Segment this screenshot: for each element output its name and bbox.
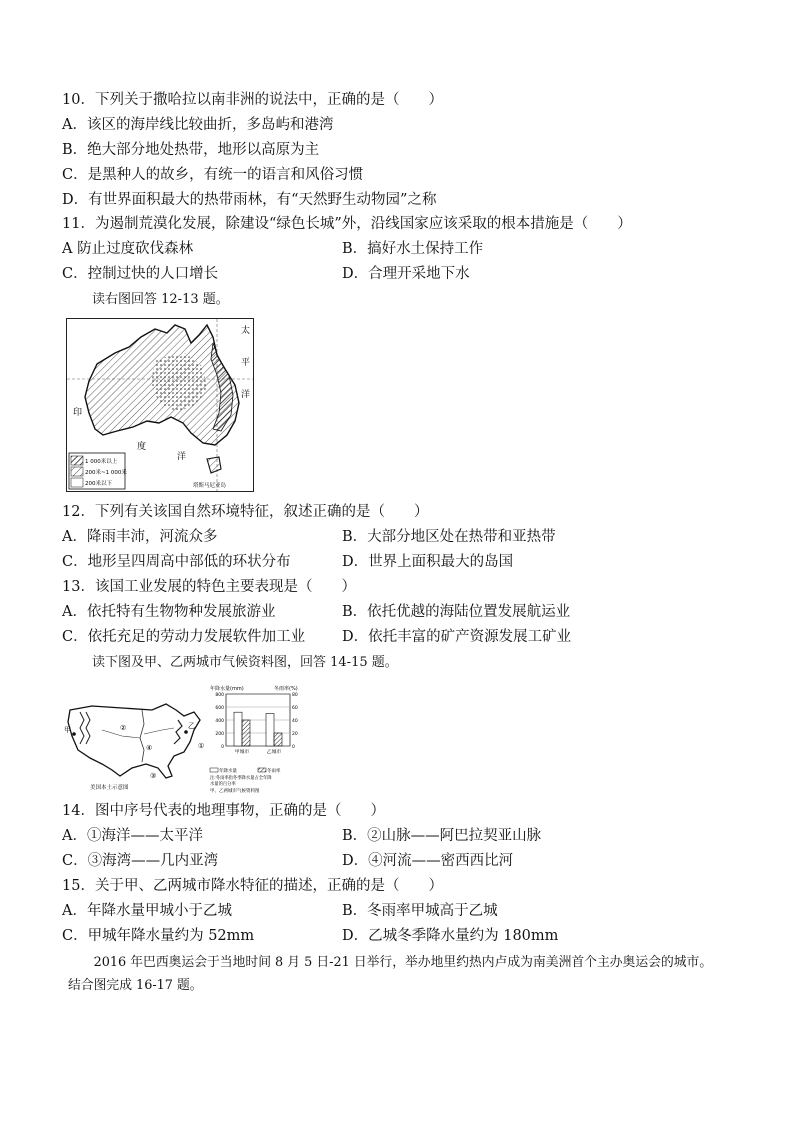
chart-left-tick: 800 bbox=[215, 692, 224, 698]
chart-right-tick: 20 bbox=[292, 731, 298, 737]
pacific-label-2: 平 bbox=[241, 358, 251, 368]
q13-option-c: C．依托充足的劳动力发展软件加工业 bbox=[62, 629, 306, 645]
mark-3: ③ bbox=[150, 772, 157, 780]
chart-right-tick: 40 bbox=[292, 718, 298, 724]
pacific-label-1: 太 bbox=[241, 326, 251, 336]
chart-right-tick: 60 bbox=[292, 705, 298, 711]
australia-map-drawing bbox=[67, 319, 253, 491]
mark-1: ① bbox=[198, 742, 205, 750]
q15-option-b: B．冬雨率甲城高于乙城 bbox=[342, 903, 498, 919]
q11-option-b: B．搞好水土保持工作 bbox=[342, 241, 484, 257]
legend-low: 200米以下 bbox=[85, 481, 112, 487]
chart-bar-winter-1 bbox=[274, 733, 282, 746]
instruction-16-17-para: 2016 年巴西奥运会于当地时间 8 月 5 日-21 日举行，举办地里约热内卢成为南美洲首个主办奥运会的城市。 bbox=[68, 955, 713, 970]
chart-left-tick: 0 bbox=[221, 744, 224, 750]
q10-option-d: D．有世界面积最大的热带雨林，有“天然野生动物园”之称 bbox=[62, 192, 437, 208]
chart-bar-winter-0 bbox=[242, 720, 250, 746]
q10-option-c: C．是黑种人的故乡，有统一的语言和风俗习惯 bbox=[62, 167, 364, 183]
q15-option-d: D．乙城冬季降水量约为 180mm bbox=[342, 928, 559, 944]
instruction-14-15: 读下图及甲、乙两城市气候资料图，回答 14-15 题。 bbox=[92, 655, 398, 670]
legend-annual: 年降水量 bbox=[219, 769, 237, 774]
q12-option-b: B．大部分地区处在热带和亚热带 bbox=[342, 529, 556, 545]
q13-option-a: A．依托特有生物物种发展旅游业 bbox=[62, 604, 276, 620]
q12-option-d: D．世界上面积最大的岛国 bbox=[342, 554, 514, 570]
chart-right-tick: 0 bbox=[292, 744, 295, 750]
chart-left-tick: 200 bbox=[215, 731, 224, 737]
q12-option-c: C．地形呈四周高中部低的环状分布 bbox=[62, 554, 291, 570]
q15-stem: 15．关于甲、乙两城市降水特征的描述，正确的是（ ） bbox=[62, 878, 443, 894]
chart-note-1: 注:冬雨率指冬季降水量占全年降 bbox=[210, 776, 272, 781]
q11-option-a: A 防止过度砍伐森林 bbox=[62, 241, 194, 257]
q14-option-d: D．④河流——密西西比河 bbox=[342, 853, 514, 869]
q13-stem: 13．该国工业发展的特色主要表现是（ ） bbox=[62, 579, 356, 595]
q11-stem: 11．为遏制荒漠化发展，除建设“绿色长城”外，沿线国家应该采取的根本措施是（ ） bbox=[62, 216, 632, 232]
q10-stem: 10．下列关于撒哈拉以南非洲的说法中，正确的是（ ） bbox=[62, 92, 443, 108]
instruction-12-13: 读右图回答 12-13 题。 bbox=[92, 292, 229, 307]
chart-note-2: 水量的百分率 bbox=[210, 782, 236, 787]
tasmania-label: 塔斯马尼亚岛 bbox=[193, 483, 227, 489]
q10-option-a: A．该区的海岸线比较曲折，多岛屿和港湾 bbox=[62, 117, 334, 133]
q12-stem: 12．下列有关该国自然环境特征，叙述正确的是（ ） bbox=[62, 504, 429, 520]
chart-ylabel-right: 冬雨率(%) bbox=[274, 686, 298, 692]
indian-label-1: 印 bbox=[73, 408, 83, 418]
mark-2: ② bbox=[120, 724, 127, 732]
chart-right-tick: 80 bbox=[292, 692, 298, 698]
australia-map bbox=[66, 318, 254, 492]
q13-option-d: D．依托丰富的矿产资源发展工矿业 bbox=[342, 629, 572, 645]
q14-stem: 14．图中序号代表的地理事物，正确的是（ ） bbox=[62, 803, 385, 819]
q15-option-a: A．年降水量甲城小于乙城 bbox=[62, 903, 232, 919]
q12-option-a: A．降雨丰沛，河流众多 bbox=[62, 529, 218, 545]
chart-left-tick: 600 bbox=[215, 705, 224, 711]
q10-option-b: B．绝大部分地处热带，地形以高原为主 bbox=[62, 142, 320, 158]
tasmania-island bbox=[207, 457, 221, 473]
legend-winter: 冬雨率 bbox=[267, 769, 281, 774]
indian-label-3: 洋 bbox=[177, 452, 187, 462]
chart-category-label: 乙城市 bbox=[266, 750, 282, 755]
q15-option-c: C．甲城年降水量约为 52mm bbox=[62, 928, 255, 944]
climate-chart-svg bbox=[208, 684, 308, 796]
chart-bar-annual-0 bbox=[234, 712, 242, 746]
usa-map-caption: 美国本土示意图 bbox=[90, 785, 129, 791]
q11-option-c: C．控制过快的人口增长 bbox=[62, 266, 219, 282]
climate-chart bbox=[208, 684, 308, 796]
indian-label-2: 度 bbox=[137, 442, 147, 452]
legend-mid: 200米~1 000米 bbox=[85, 470, 127, 476]
q11-option-d: D．合理开采地下水 bbox=[342, 266, 470, 282]
chart-ylabel-left: 年降水量(mm) bbox=[210, 686, 244, 692]
chart-title: 甲、乙两城市气候资料图 bbox=[210, 789, 260, 794]
chart-left-tick: 400 bbox=[215, 718, 224, 724]
chart-category-label: 甲城市 bbox=[234, 750, 250, 755]
usa-map bbox=[62, 690, 208, 792]
chart-bar-annual-1 bbox=[266, 714, 274, 747]
instruction-16-17: 结合图完成 16-17 题。 bbox=[68, 978, 203, 993]
city-jia: 甲 bbox=[64, 726, 71, 734]
q13-option-b: B．依托优越的海陆位置发展航运业 bbox=[342, 604, 571, 620]
pacific-label-3: 洋 bbox=[241, 390, 251, 400]
city-yi: 乙 bbox=[188, 722, 195, 730]
q14-option-a: A．①海洋——太平洋 bbox=[62, 828, 203, 844]
q14-option-b: B．②山脉——阿巴拉契亚山脉 bbox=[342, 828, 542, 844]
legend-high: 1 000米以上 bbox=[85, 459, 118, 465]
mark-4: ④ bbox=[146, 744, 153, 752]
q14-option-c: C．③海湾——几内亚湾 bbox=[62, 853, 219, 869]
